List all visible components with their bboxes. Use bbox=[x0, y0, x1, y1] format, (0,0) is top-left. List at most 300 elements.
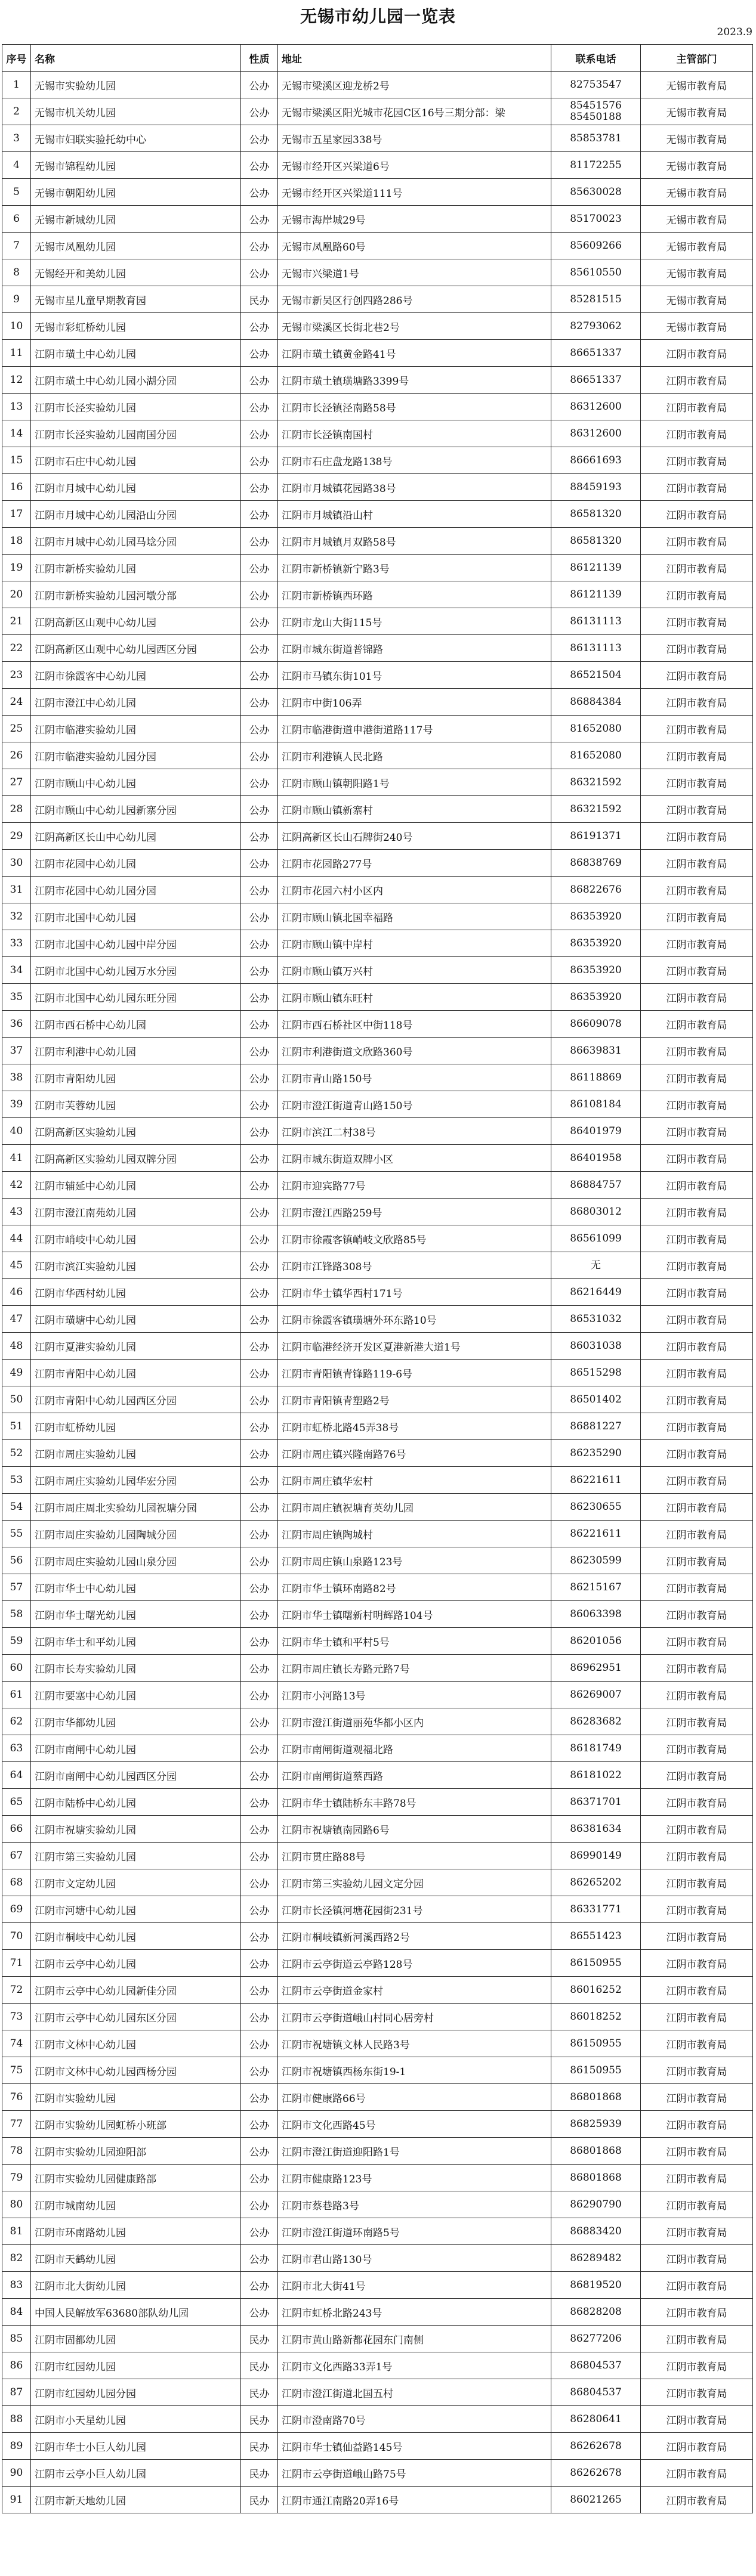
table-row bbox=[2, 1789, 753, 1816]
cell-dept: 无锡市教育局 bbox=[641, 179, 753, 206]
cell-nature: 公办 bbox=[241, 528, 278, 555]
cell-name: 江阴市璜塘中心幼儿园 bbox=[31, 1306, 241, 1333]
table-row bbox=[2, 1467, 753, 1494]
cell-name: 江阴市峭岐中心幼儿园 bbox=[31, 1225, 241, 1252]
cell-address: 江阴市城东街道双牌小区 bbox=[278, 1145, 551, 1172]
cell-no: 20 bbox=[2, 581, 31, 608]
cell-dept: 江阴市教育局 bbox=[641, 2057, 753, 2084]
table-row bbox=[2, 903, 753, 930]
cell-no: 77 bbox=[2, 2111, 31, 2138]
cell-phone: 86803012 bbox=[551, 1199, 641, 1225]
cell-name: 江阴市固都幼儿园 bbox=[31, 2326, 241, 2352]
table-row bbox=[2, 420, 753, 447]
table-row bbox=[2, 1440, 753, 1467]
cell-no: 6 bbox=[2, 206, 31, 233]
cell-address: 江阴市健康路123号 bbox=[278, 2165, 551, 2191]
cell-nature: 公办 bbox=[241, 1440, 278, 1467]
cell-no: 78 bbox=[2, 2138, 31, 2165]
cell-address: 江阴市黄山路新都花园东门南侧 bbox=[278, 2326, 551, 2352]
cell-address: 江阴市徐霞客镇峭岐文欣路85号 bbox=[278, 1225, 551, 1252]
cell-address: 江阴市顾山镇东旺村 bbox=[278, 984, 551, 1011]
cell-nature: 公办 bbox=[241, 1682, 278, 1708]
cell-phone: 86290790 bbox=[551, 2191, 641, 2218]
cell-name: 江阴市华士曙光幼儿园 bbox=[31, 1601, 241, 1628]
cell-phone: 86121139 bbox=[551, 555, 641, 581]
cell-nature: 公办 bbox=[241, 2191, 278, 2218]
cell-dept: 江阴市教育局 bbox=[641, 1843, 753, 1869]
cell-phone: 85853781 bbox=[551, 125, 641, 152]
cell-no: 63 bbox=[2, 1735, 31, 1762]
cell-nature: 公办 bbox=[241, 1628, 278, 1655]
cell-phone: 86353920 bbox=[551, 984, 641, 1011]
cell-name: 江阴市城南幼儿园 bbox=[31, 2191, 241, 2218]
cell-no: 51 bbox=[2, 1413, 31, 1440]
cell-name: 江阴市华士小巨人幼儿园 bbox=[31, 2433, 241, 2460]
cell-dept: 无锡市教育局 bbox=[641, 125, 753, 152]
cell-address: 江阴市虹桥北路45弄38号 bbox=[278, 1413, 551, 1440]
cell-name: 江阴市周庄实验幼儿园陶城分园 bbox=[31, 1521, 241, 1547]
cell-dept: 江阴市教育局 bbox=[641, 340, 753, 367]
cell-nature: 民办 bbox=[241, 2406, 278, 2433]
cell-address: 江阴市云亭街道金家村 bbox=[278, 1977, 551, 2004]
table-row bbox=[2, 742, 753, 769]
cell-no: 69 bbox=[2, 1896, 31, 1923]
cell-dept: 江阴市教育局 bbox=[641, 1064, 753, 1091]
table-row bbox=[2, 474, 753, 501]
cell-phone: 86501402 bbox=[551, 1386, 641, 1413]
cell-address: 无锡市兴梁道1号 bbox=[278, 259, 551, 286]
cell-name: 无锡市妇联实验托幼中心 bbox=[31, 125, 241, 152]
cell-name: 江阴市滨江实验幼儿园 bbox=[31, 1252, 241, 1279]
cell-nature: 公办 bbox=[241, 1333, 278, 1360]
cell-nature: 公办 bbox=[241, 1574, 278, 1601]
cell-phone: 86021265 bbox=[551, 2487, 641, 2513]
cell-phone: 86312600 bbox=[551, 420, 641, 447]
cell-dept: 无锡市教育局 bbox=[641, 313, 753, 340]
cell-dept: 江阴市教育局 bbox=[641, 2460, 753, 2487]
cell-nature: 公办 bbox=[241, 716, 278, 742]
cell-dept: 无锡市教育局 bbox=[641, 98, 753, 125]
cell-dept: 江阴市教育局 bbox=[641, 2406, 753, 2433]
cell-no: 7 bbox=[2, 233, 31, 259]
cell-dept: 江阴市教育局 bbox=[641, 1521, 753, 1547]
cell-no: 39 bbox=[2, 1091, 31, 1118]
cell-name: 江阴市天鹤幼儿园 bbox=[31, 2245, 241, 2272]
cell-address: 江阴市顾山镇北国幸福路 bbox=[278, 903, 551, 930]
cell-address: 无锡市梁溪区迎龙桥2号 bbox=[278, 72, 551, 98]
cell-name: 江阴市云亭中心幼儿园新佳分园 bbox=[31, 1977, 241, 2004]
table-row bbox=[2, 1172, 753, 1199]
cell-no: 85 bbox=[2, 2326, 31, 2352]
cell-dept: 江阴市教育局 bbox=[641, 903, 753, 930]
cell-dept: 无锡市教育局 bbox=[641, 72, 753, 98]
cell-nature: 公办 bbox=[241, 125, 278, 152]
cell-phone: 82753547 bbox=[551, 72, 641, 98]
cell-no: 8 bbox=[2, 259, 31, 286]
cell-address: 江阴市龙山大街115号 bbox=[278, 608, 551, 635]
cell-phone: 86661693 bbox=[551, 447, 641, 474]
cell-phone: 86235290 bbox=[551, 1440, 641, 1467]
cell-address: 江阴市月城镇沿山村 bbox=[278, 501, 551, 528]
cell-address: 江阴市云亭街道峨山村同心居旁村 bbox=[278, 2004, 551, 2030]
cell-address: 江阴市新桥镇新宁路3号 bbox=[278, 555, 551, 581]
table-row bbox=[2, 1923, 753, 1950]
cell-dept: 江阴市教育局 bbox=[641, 1467, 753, 1494]
cell-phone: 86201056 bbox=[551, 1628, 641, 1655]
cell-dept: 江阴市教育局 bbox=[641, 2191, 753, 2218]
table-row bbox=[2, 2433, 753, 2460]
cell-phone: 86191371 bbox=[551, 823, 641, 850]
cell-nature: 公办 bbox=[241, 689, 278, 716]
cell-no: 14 bbox=[2, 420, 31, 447]
cell-dept: 江阴市教育局 bbox=[641, 1923, 753, 1950]
cell-name: 江阴市云亭中心幼儿园 bbox=[31, 1950, 241, 1977]
cell-address: 江阴市临港街道申港街道路117号 bbox=[278, 716, 551, 742]
cell-dept: 江阴市教育局 bbox=[641, 1386, 753, 1413]
table-row bbox=[2, 1682, 753, 1708]
cell-phone: 86181749 bbox=[551, 1735, 641, 1762]
cell-no: 40 bbox=[2, 1118, 31, 1145]
cell-nature: 公办 bbox=[241, 1735, 278, 1762]
cell-dept: 江阴市教育局 bbox=[641, 2433, 753, 2460]
table-row bbox=[2, 1386, 753, 1413]
cell-name: 江阴市临港实验幼儿园分园 bbox=[31, 742, 241, 769]
cell-dept: 无锡市教育局 bbox=[641, 286, 753, 313]
cell-dept: 江阴市教育局 bbox=[641, 1038, 753, 1064]
cell-dept: 江阴市教育局 bbox=[641, 1896, 753, 1923]
cell-dept: 江阴市教育局 bbox=[641, 1950, 753, 1977]
table-row bbox=[2, 233, 753, 259]
cell-name: 江阴市花园中心幼儿园分园 bbox=[31, 877, 241, 903]
cell-no: 57 bbox=[2, 1574, 31, 1601]
cell-name: 江阴市夏港实验幼儿园 bbox=[31, 1333, 241, 1360]
cell-nature: 公办 bbox=[241, 1011, 278, 1038]
cell-address: 江阴市澄江街道迎阳路1号 bbox=[278, 2138, 551, 2165]
table-row bbox=[2, 689, 753, 716]
cell-dept: 江阴市教育局 bbox=[641, 2299, 753, 2326]
cell-address: 江阴市健康路66号 bbox=[278, 2084, 551, 2111]
table-body bbox=[2, 72, 753, 2513]
cell-phone: 86609078 bbox=[551, 1011, 641, 1038]
table-row bbox=[2, 1843, 753, 1869]
table-row bbox=[2, 501, 753, 528]
table-row bbox=[2, 850, 753, 877]
cell-nature: 公办 bbox=[241, 2165, 278, 2191]
cell-phone: 86371701 bbox=[551, 1789, 641, 1816]
cell-phone: 86221611 bbox=[551, 1467, 641, 1494]
table-row bbox=[2, 2487, 753, 2513]
cell-no: 23 bbox=[2, 662, 31, 689]
cell-nature: 民办 bbox=[241, 2352, 278, 2379]
cell-nature: 公办 bbox=[241, 1172, 278, 1199]
table-row bbox=[2, 2138, 753, 2165]
cell-phone: 85170023 bbox=[551, 206, 641, 233]
cell-phone: 86230599 bbox=[551, 1547, 641, 1574]
cell-address: 江阴市青阳镇青塑路2号 bbox=[278, 1386, 551, 1413]
cell-dept: 江阴市教育局 bbox=[641, 2487, 753, 2513]
cell-no: 32 bbox=[2, 903, 31, 930]
cell-dept: 江阴市教育局 bbox=[641, 1279, 753, 1306]
cell-name: 江阴市文定幼儿园 bbox=[31, 1869, 241, 1896]
cell-no: 66 bbox=[2, 1816, 31, 1843]
cell-nature: 公办 bbox=[241, 608, 278, 635]
table-row bbox=[2, 179, 753, 206]
cell-phone: 86277206 bbox=[551, 2326, 641, 2352]
cell-name: 江阴市青阳幼儿园 bbox=[31, 1064, 241, 1091]
cell-dept: 无锡市教育局 bbox=[641, 233, 753, 259]
cell-nature: 公办 bbox=[241, 1199, 278, 1225]
cell-name: 江阴市临港实验幼儿园 bbox=[31, 716, 241, 742]
cell-no: 37 bbox=[2, 1038, 31, 1064]
cell-phone: 86551423 bbox=[551, 1923, 641, 1950]
cell-address: 江阴市周庄镇兴隆南路76号 bbox=[278, 1440, 551, 1467]
cell-dept: 江阴市教育局 bbox=[641, 1574, 753, 1601]
cell-name: 江阴市文林中心幼儿园西杨分园 bbox=[31, 2057, 241, 2084]
cell-address: 无锡市凤凰路60号 bbox=[278, 233, 551, 259]
table-row bbox=[2, 1521, 753, 1547]
table-row bbox=[2, 125, 753, 152]
cell-phone: 86381634 bbox=[551, 1816, 641, 1843]
table-row bbox=[2, 1306, 753, 1333]
cell-address: 江阴市花园路277号 bbox=[278, 850, 551, 877]
cell-phone: 86881227 bbox=[551, 1413, 641, 1440]
cell-address: 江阴市璜土镇黄金路41号 bbox=[278, 340, 551, 367]
cell-no: 68 bbox=[2, 1869, 31, 1896]
cell-no: 75 bbox=[2, 2057, 31, 2084]
cell-nature: 公办 bbox=[241, 742, 278, 769]
table-row bbox=[2, 1655, 753, 1682]
cell-address: 江阴市青山路150号 bbox=[278, 1064, 551, 1091]
cell-dept: 江阴市教育局 bbox=[641, 367, 753, 394]
cell-dept: 江阴市教育局 bbox=[641, 501, 753, 528]
cell-dept: 江阴市教育局 bbox=[641, 2272, 753, 2299]
cell-phone: 86515298 bbox=[551, 1360, 641, 1386]
cell-address: 江阴市南闸街道蔡西路 bbox=[278, 1762, 551, 1789]
cell-name: 江阴市顾山中心幼儿园 bbox=[31, 769, 241, 796]
table-row bbox=[2, 2218, 753, 2245]
cell-no: 3 bbox=[2, 125, 31, 152]
cell-phone: 86883420 bbox=[551, 2218, 641, 2245]
cell-no: 35 bbox=[2, 984, 31, 1011]
cell-phone: 86216449 bbox=[551, 1279, 641, 1306]
cell-address: 江阴市云亭街道峨山路75号 bbox=[278, 2460, 551, 2487]
cell-name: 江阴市芙蓉幼儿园 bbox=[31, 1091, 241, 1118]
cell-dept: 无锡市教育局 bbox=[641, 259, 753, 286]
cell-no: 12 bbox=[2, 367, 31, 394]
header-dept: 主管部门 bbox=[641, 45, 753, 72]
cell-phone: 86353920 bbox=[551, 957, 641, 984]
cell-phone: 86262678 bbox=[551, 2460, 641, 2487]
cell-nature: 公办 bbox=[241, 1145, 278, 1172]
cell-phone: 81172255 bbox=[551, 152, 641, 179]
cell-address: 江阴市城东街道普锦路 bbox=[278, 635, 551, 662]
cell-phone: 88459193 bbox=[551, 474, 641, 501]
page-title: 无锡市幼儿园一览表 bbox=[300, 7, 456, 26]
cell-no: 91 bbox=[2, 2487, 31, 2513]
cell-nature: 公办 bbox=[241, 1816, 278, 1843]
cell-nature: 公办 bbox=[241, 1279, 278, 1306]
cell-name: 江阴市云亭小巨人幼儿园 bbox=[31, 2460, 241, 2487]
cell-dept: 江阴市教育局 bbox=[641, 930, 753, 957]
cell-name: 江阴高新区山观中心幼儿园 bbox=[31, 608, 241, 635]
cell-phone: 86651337 bbox=[551, 340, 641, 367]
table-row bbox=[2, 286, 753, 313]
cell-phone: 86884757 bbox=[551, 1172, 641, 1199]
cell-phone: 86312600 bbox=[551, 394, 641, 420]
cell-address: 江阴市小河路13号 bbox=[278, 1682, 551, 1708]
cell-no: 19 bbox=[2, 555, 31, 581]
cell-address: 江阴市利港街道文欣路360号 bbox=[278, 1038, 551, 1064]
cell-name: 江阴市青阳中心幼儿园西区分园 bbox=[31, 1386, 241, 1413]
cell-name: 江阴市华士和平幼儿园 bbox=[31, 1628, 241, 1655]
cell-phone: 81652080 bbox=[551, 716, 641, 742]
cell-nature: 民办 bbox=[241, 2460, 278, 2487]
cell-address: 江阴市祝塘镇南园路6号 bbox=[278, 1816, 551, 1843]
cell-nature: 公办 bbox=[241, 2111, 278, 2138]
cell-no: 70 bbox=[2, 1923, 31, 1950]
cell-address: 江阴市周庄镇陶城村 bbox=[278, 1521, 551, 1547]
cell-dept: 江阴市教育局 bbox=[641, 1682, 753, 1708]
header-no: 序号 bbox=[2, 45, 31, 72]
cell-dept: 江阴市教育局 bbox=[641, 1977, 753, 2004]
table-row bbox=[2, 528, 753, 555]
table-row bbox=[2, 1413, 753, 1440]
cell-nature: 公办 bbox=[241, 2030, 278, 2057]
cell-phone: 86801868 bbox=[551, 2138, 641, 2165]
table-row bbox=[2, 823, 753, 850]
cell-nature: 公办 bbox=[241, 206, 278, 233]
cell-nature: 公办 bbox=[241, 823, 278, 850]
cell-dept: 江阴市教育局 bbox=[641, 769, 753, 796]
cell-address: 江阴市周庄镇祝塘育英幼儿园 bbox=[278, 1494, 551, 1521]
cell-no: 82 bbox=[2, 2245, 31, 2272]
cell-nature: 公办 bbox=[241, 98, 278, 125]
cell-phone: 86016252 bbox=[551, 1977, 641, 2004]
header-phone: 联系电话 bbox=[551, 45, 641, 72]
cell-address: 江阴市周庄镇华宏村 bbox=[278, 1467, 551, 1494]
table-row bbox=[2, 2004, 753, 2030]
cell-no: 56 bbox=[2, 1547, 31, 1574]
cell-phone: 86639831 bbox=[551, 1038, 641, 1064]
cell-nature: 民办 bbox=[241, 2487, 278, 2513]
cell-address: 江阴市徐霞客镇璜塘外环东路10号 bbox=[278, 1306, 551, 1333]
cell-phone: 82793062 bbox=[551, 313, 641, 340]
cell-name: 江阴市环南路幼儿园 bbox=[31, 2218, 241, 2245]
cell-no: 4 bbox=[2, 152, 31, 179]
cell-dept: 江阴市教育局 bbox=[641, 984, 753, 1011]
cell-name: 江阴市实验幼儿园 bbox=[31, 2084, 241, 2111]
cell-nature: 公办 bbox=[241, 1521, 278, 1547]
cell-name: 江阴市北国中心幼儿园 bbox=[31, 903, 241, 930]
table-row bbox=[2, 1762, 753, 1789]
cell-nature: 公办 bbox=[241, 259, 278, 286]
cell-no: 1 bbox=[2, 72, 31, 98]
cell-no: 76 bbox=[2, 2084, 31, 2111]
cell-name: 江阴市周庄周北实验幼儿园祝塘分园 bbox=[31, 1494, 241, 1521]
table-row bbox=[2, 1816, 753, 1843]
table-row bbox=[2, 394, 753, 420]
cell-dept: 江阴市教育局 bbox=[641, 1091, 753, 1118]
cell-dept: 江阴市教育局 bbox=[641, 823, 753, 850]
cell-address: 江阴市顾山镇新寨村 bbox=[278, 796, 551, 823]
cell-no: 16 bbox=[2, 474, 31, 501]
cell-address: 江阴市云亭街道云亭路128号 bbox=[278, 1950, 551, 1977]
cell-nature: 公办 bbox=[241, 1923, 278, 1950]
cell-address: 江阴市顾山镇万兴村 bbox=[278, 957, 551, 984]
cell-dept: 江阴市教育局 bbox=[641, 1360, 753, 1386]
cell-dept: 江阴市教育局 bbox=[641, 2111, 753, 2138]
cell-dept: 江阴市教育局 bbox=[641, 1601, 753, 1628]
cell-phone: 86230655 bbox=[551, 1494, 641, 1521]
cell-address: 江阴市月城镇花园路38号 bbox=[278, 474, 551, 501]
cell-no: 65 bbox=[2, 1789, 31, 1816]
cell-nature: 公办 bbox=[241, 1225, 278, 1252]
cell-no: 71 bbox=[2, 1950, 31, 1977]
cell-dept: 江阴市教育局 bbox=[641, 877, 753, 903]
cell-name: 江阴市辅延中心幼儿园 bbox=[31, 1172, 241, 1199]
cell-no: 53 bbox=[2, 1467, 31, 1494]
cell-address: 江阴市澄江街道丽苑华都小区内 bbox=[278, 1708, 551, 1735]
cell-name: 江阴市青阳中心幼儿园 bbox=[31, 1360, 241, 1386]
cell-nature: 公办 bbox=[241, 877, 278, 903]
cell-name: 无锡市凤凰幼儿园 bbox=[31, 233, 241, 259]
table-row bbox=[2, 2245, 753, 2272]
cell-nature: 公办 bbox=[241, 1655, 278, 1682]
cell-no: 86 bbox=[2, 2352, 31, 2379]
cell-nature: 公办 bbox=[241, 1843, 278, 1869]
cell-dept: 江阴市教育局 bbox=[641, 1145, 753, 1172]
cell-dept: 无锡市教育局 bbox=[641, 152, 753, 179]
cell-phone: 86990149 bbox=[551, 1843, 641, 1869]
cell-name: 江阴市南闸中心幼儿园西区分园 bbox=[31, 1762, 241, 1789]
cell-no: 43 bbox=[2, 1199, 31, 1225]
cell-nature: 公办 bbox=[241, 501, 278, 528]
cell-phone: 86651337 bbox=[551, 367, 641, 394]
cell-address: 江阴市华士镇陆桥东丰路78号 bbox=[278, 1789, 551, 1816]
cell-no: 33 bbox=[2, 930, 31, 957]
cell-no: 28 bbox=[2, 796, 31, 823]
cell-no: 2 bbox=[2, 98, 31, 125]
cell-dept: 江阴市教育局 bbox=[641, 555, 753, 581]
cell-name: 江阴市长泾实验幼儿园 bbox=[31, 394, 241, 420]
cell-dept: 江阴市教育局 bbox=[641, 1199, 753, 1225]
cell-name: 江阴市石庄中心幼儿园 bbox=[31, 447, 241, 474]
cell-name: 江阴高新区实验幼儿园 bbox=[31, 1118, 241, 1145]
cell-no: 46 bbox=[2, 1279, 31, 1306]
cell-nature: 公办 bbox=[241, 635, 278, 662]
cell-dept: 江阴市教育局 bbox=[641, 1547, 753, 1574]
cell-phone: 无 bbox=[551, 1252, 641, 1279]
cell-phone: 86581320 bbox=[551, 528, 641, 555]
table-row bbox=[2, 2057, 753, 2084]
cell-phone: 81652080 bbox=[551, 742, 641, 769]
cell-phone: 86331771 bbox=[551, 1896, 641, 1923]
cell-address: 江阴市君山路130号 bbox=[278, 2245, 551, 2272]
cell-no: 81 bbox=[2, 2218, 31, 2245]
cell-phone: 86265202 bbox=[551, 1869, 641, 1896]
cell-name: 江阴市花园中心幼儿园 bbox=[31, 850, 241, 877]
cell-name: 江阴市璜土中心幼儿园 bbox=[31, 340, 241, 367]
cell-phone: 86262678 bbox=[551, 2433, 641, 2460]
cell-no: 90 bbox=[2, 2460, 31, 2487]
cell-phone: 86531032 bbox=[551, 1306, 641, 1333]
table-row bbox=[2, 957, 753, 984]
cell-dept: 江阴市教育局 bbox=[641, 1118, 753, 1145]
cell-no: 58 bbox=[2, 1601, 31, 1628]
cell-nature: 公办 bbox=[241, 1708, 278, 1735]
cell-no: 67 bbox=[2, 1843, 31, 1869]
cell-address: 江阴市华士镇曙新村明辉路104号 bbox=[278, 1601, 551, 1628]
